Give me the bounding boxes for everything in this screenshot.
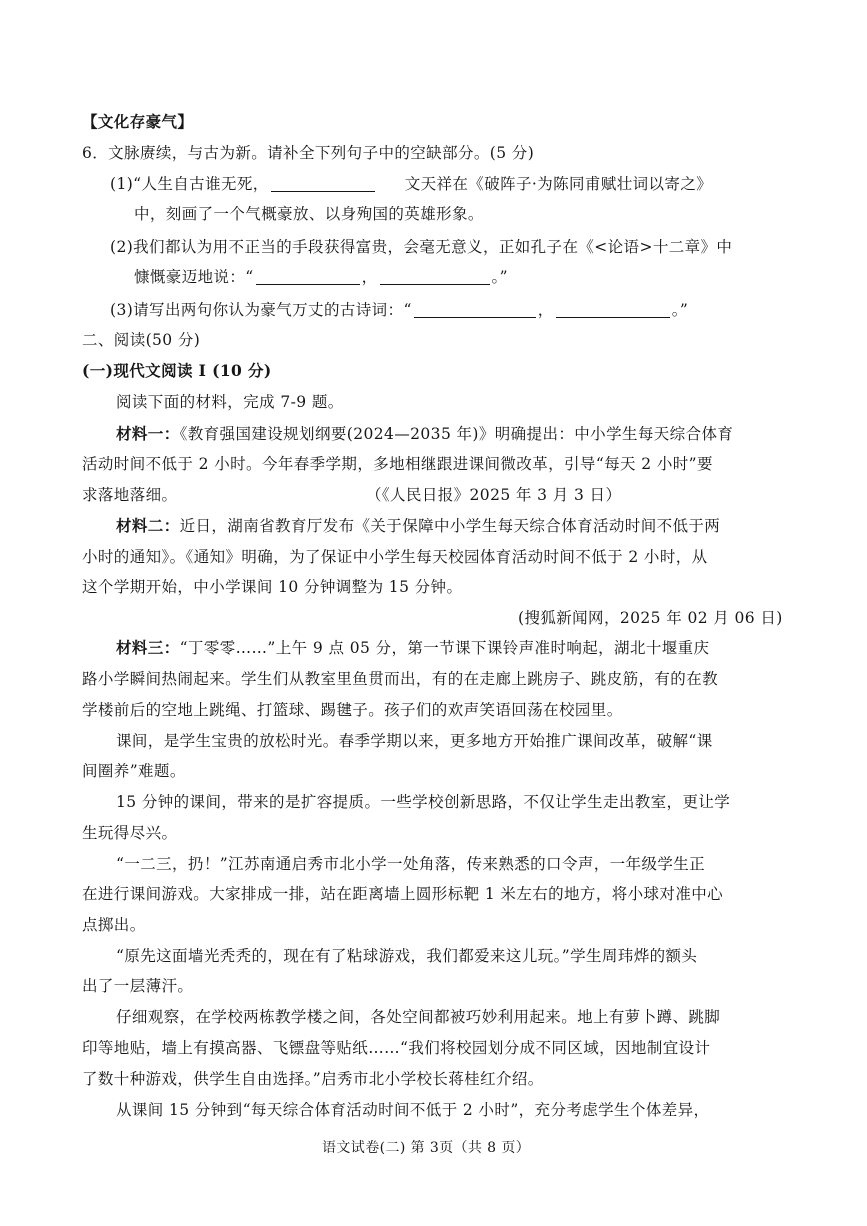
question-6-item-2-cont [134, 266, 508, 288]
material-1-line-2: 活动时间不低于 2 小时。今年春季学期，多地相继跟进课间微改革，引导“每天 2 小时”要 [82, 455, 713, 473]
paragraph-6-line-1: “一二三，扔！”江苏南通启秀市北小学一处角落，传来熟悉的口令声，一年级学生正 [116, 855, 706, 873]
material-2-label: 材料二： [116, 516, 180, 535]
material-1-text: 《教育强国建设规划纲要(2024—2035 年)》明确提出：中小学生每天综合体育 [179, 425, 734, 443]
material-2-line-3: 这个学期开始，中小学课间 10 分钟调整为 15 分钟。 [82, 578, 463, 596]
q6-s2-end: 。” [491, 268, 509, 286]
paragraph-5-line-2: 生玩得尽兴。 [82, 824, 178, 842]
q6-s2-comma: ， [361, 268, 378, 286]
question-6-item-3 [110, 299, 688, 321]
material-2-line-1 [116, 515, 720, 537]
paragraph-5-line-1: 15 分钟的课间，带来的是扩容提质。一些学校创新思路，不仅让学生走出教室，更让学 [116, 793, 731, 811]
material-3-line-3: 学楼前后的空地上跳绳、打篮球、踢毽子。孩子们的欢声笑语回荡在校园里。 [82, 701, 623, 719]
material-2-source: (搜狐新闻网，2025 年 02 月 06 日) [518, 609, 783, 627]
paragraph-6-line-3: 点掷出。 [82, 916, 146, 934]
paragraph-6-line-2: 在进行课间游戏。大家排成一排，站在距离墙上圆形标靶 1 米左右的地方，将小球对准中心 [82, 885, 724, 903]
question-6-item-1-cont: 中，刻画了一个气概豪放、以身殉国的英雄形象。 [134, 205, 484, 223]
section-heading: 【文化存豪气】 [82, 112, 194, 131]
material-2-text: 近日，湖南省教育厅发布《关于保障中小学生每天综合体育活动时间不低于两 [179, 517, 721, 535]
paragraph-9-line-1: 从课间 15 分钟到“每天综合体育活动时间不低于 2 小时”，充分考虑学生个体差异， [116, 1101, 710, 1119]
paragraph-7-line-1: “原先这面墙光秃秃的，现在有了粘球游戏，我们都爱来这儿玩。”学生周玮烨的额头 [116, 947, 698, 965]
material-1-line-3: 求落地落细。 [82, 486, 178, 504]
q6-s2-text-b: 慷慨豪迈地说：“ [134, 268, 254, 286]
reading-section-title: 二、阅读(50 分) [82, 331, 201, 349]
material-3-text: “丁零零……”上午 9 点 05 分，第一节课下课铃声准时响起，湖北十堰重庆 [179, 639, 710, 657]
material-2-line-2: 小时的通知》。《通知》明确，为了保证中小学生每天校园体育活动时间不低于 2 小时，从 [82, 548, 708, 566]
material-3-line-2: 路小学瞬间热闹起来。学生们从教室里鱼贯而出，有的在走廊上跳房子、跳皮筋，有的在教 [82, 670, 719, 688]
paragraph-4-line-2: 间圈养”难题。 [82, 762, 186, 780]
q6-s1-text-a: (1)“人生自古谁无死， [110, 175, 269, 193]
answer-blank[interactable] [414, 302, 536, 318]
q6-s3-text-a: (3)请写出两句你认为豪气万丈的古诗词：“ [110, 301, 412, 319]
reading-subsection-title: (一)现代文阅读 I (10 分) [82, 361, 272, 380]
question-6-item-1 [110, 173, 712, 195]
paragraph-8-line-1: 仔细观察，在学校两栋教学楼之间，各处空间都被巧妙利用起来。地上有萝卜蹲、跳脚 [116, 1008, 721, 1026]
material-1-source: （《人民日报》2025 年 3 月 3 日） [366, 486, 622, 504]
page-footer: 语文试卷(二) 第 3页（共 8 页） [322, 1140, 531, 1156]
q6-s3-end: 。” [671, 301, 689, 319]
material-1-line-1 [116, 423, 733, 445]
paragraph-4-line-1: 课间，是学生宝贵的放松时光。春季学期以来，更多地方开始推广课间改革，破解“课 [116, 732, 713, 750]
answer-blank[interactable] [271, 176, 375, 192]
material-3-label: 材料三： [116, 638, 180, 657]
q6-s3-comma: ， [537, 301, 554, 319]
answer-blank[interactable] [256, 269, 360, 285]
reading-intro: 阅读下面的材料，完成 7-9 题。 [116, 393, 344, 411]
q6-s1-text-b: 文天祥在《破阵子·为陈同甫赋壮词以寄之》 [404, 175, 713, 193]
paragraph-8-line-3: 了数十种游戏，供学生自由选择。”启秀市北小学校长蒋桂红介绍。 [82, 1070, 544, 1088]
answer-blank[interactable] [556, 302, 670, 318]
question-6-stem: 6．文脉赓续，与古为新。请补全下列句子中的空缺部分。(5 分) [82, 144, 535, 162]
answer-blank[interactable] [380, 269, 490, 285]
paragraph-7-line-2: 出了一层薄汗。 [82, 977, 194, 995]
material-3-line-1 [116, 637, 709, 659]
paragraph-8-line-2: 印等地贴，墙上有摸高器、飞镖盘等贴纸……“我们将校园划分成不同区域，因地制宜设计 [82, 1039, 711, 1057]
material-1-label: 材料一： [116, 424, 180, 443]
question-6-item-2: (2)我们都认为用不正当的手段获得富贵，会毫无意义，正如孔子在《<论语>十二章》中 [110, 238, 733, 256]
